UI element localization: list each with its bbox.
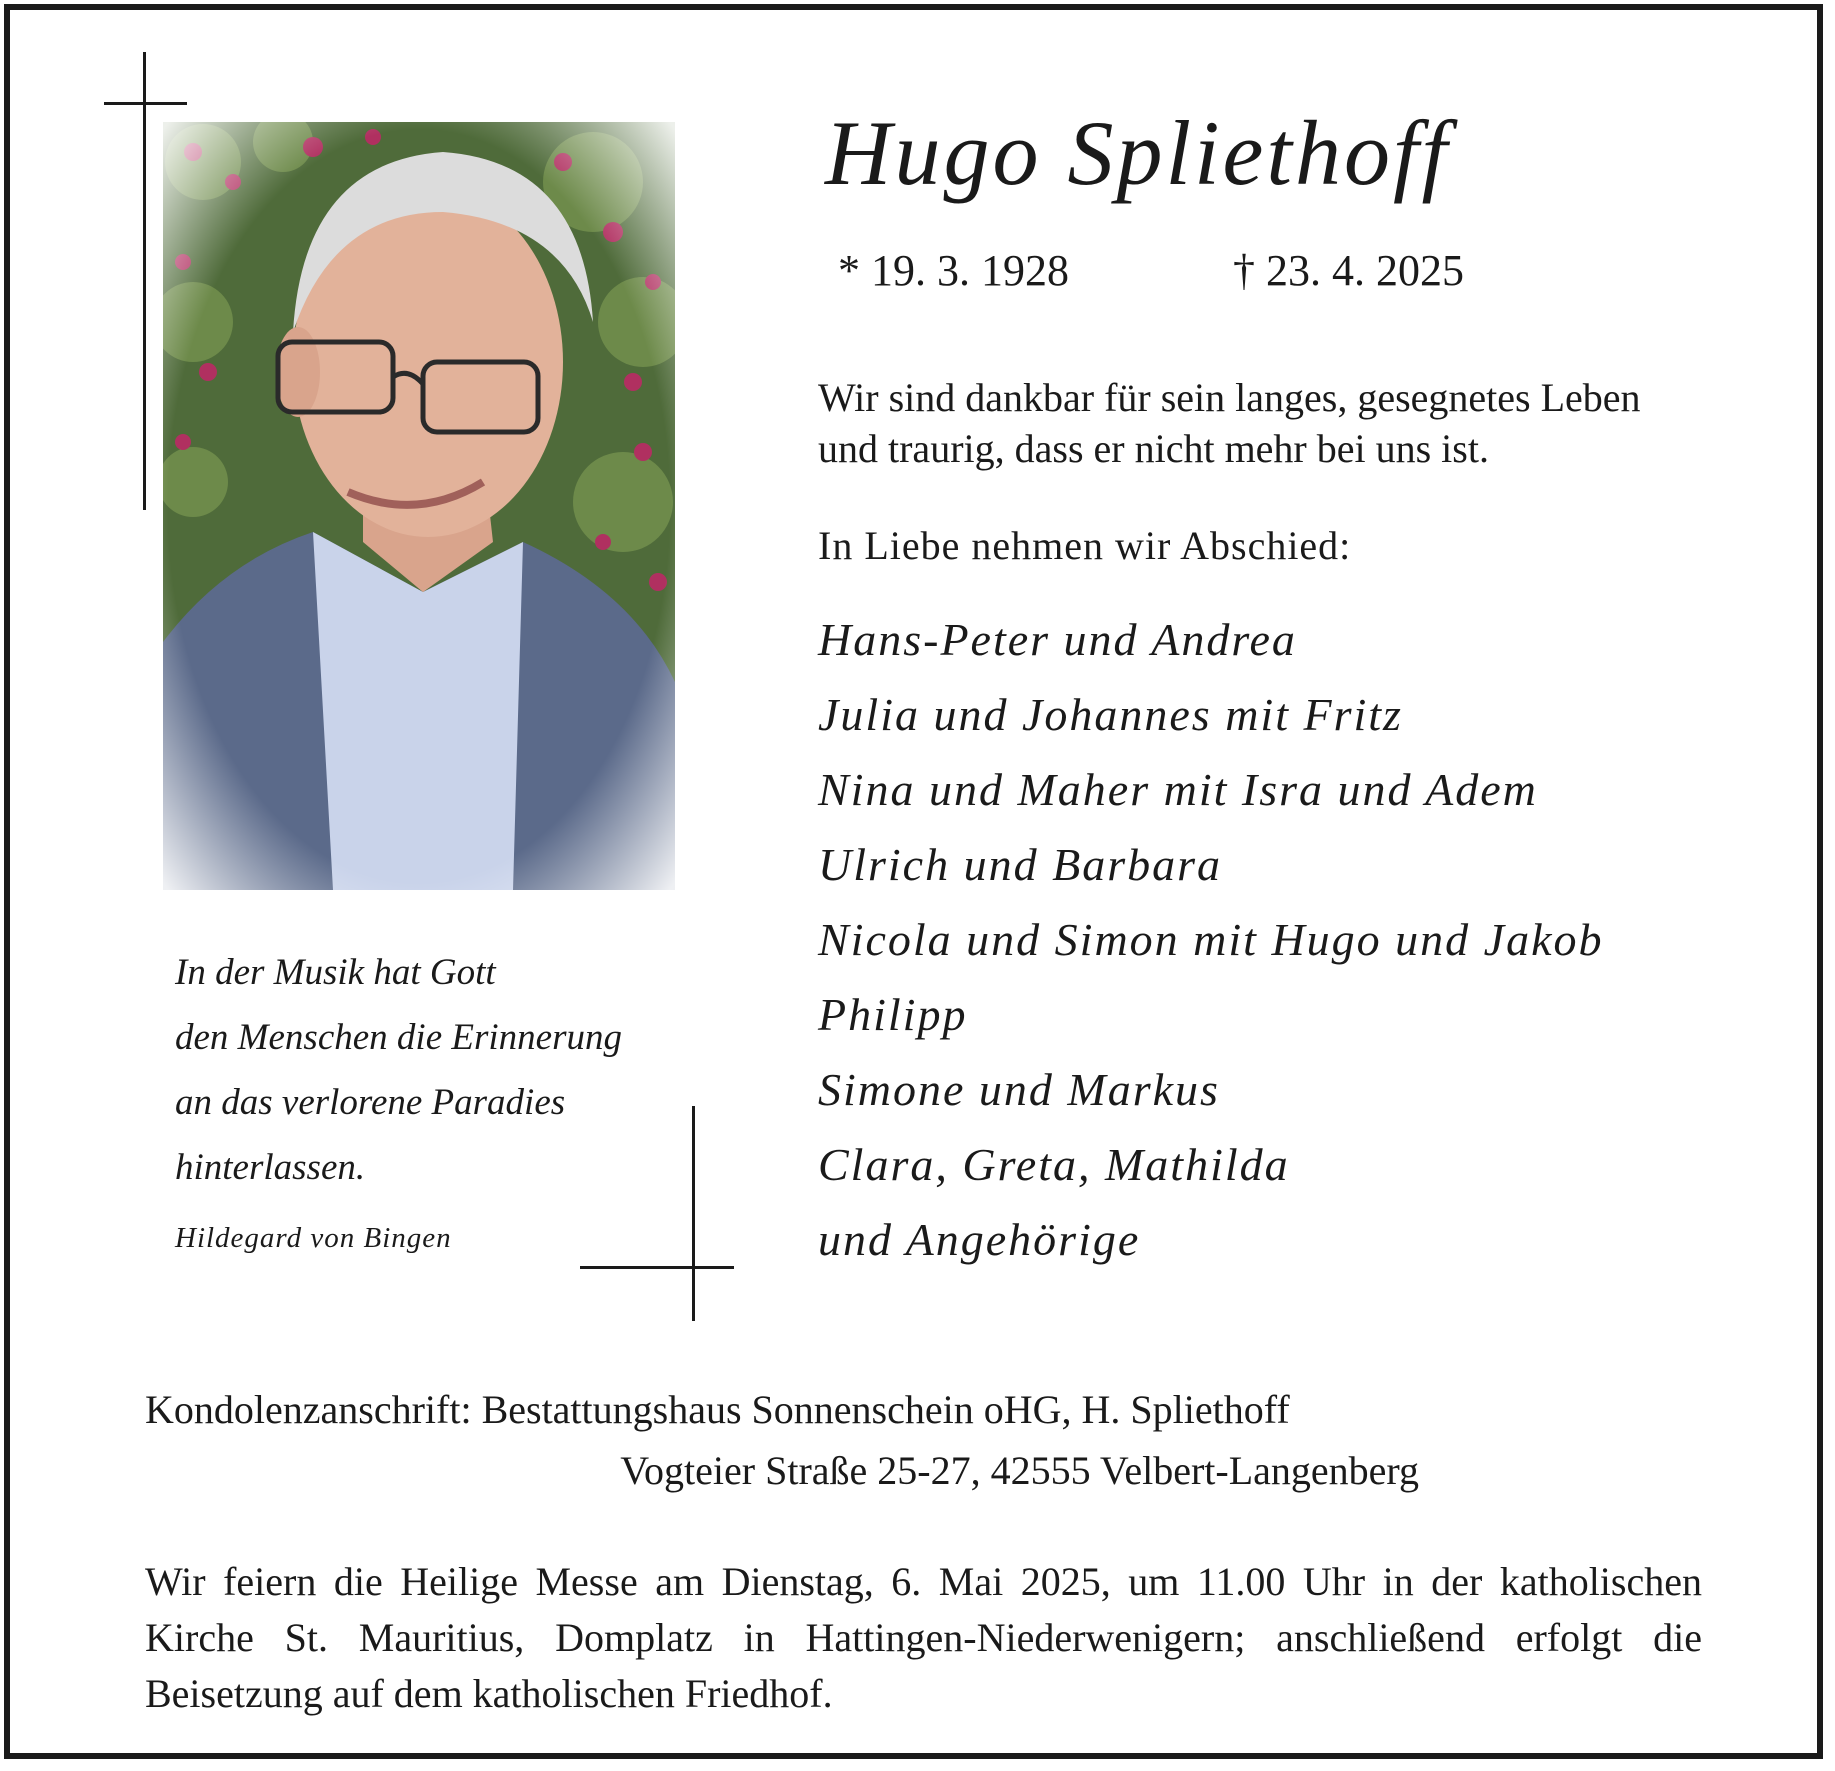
condolence-street: Vogteier Straße 25-27, 42555 Velbert-Langenberg xyxy=(620,1448,1419,1493)
deceased-name: Hugo Spliethoff xyxy=(825,102,1451,204)
quote-line: den Menschen die Erinnerung xyxy=(175,1017,622,1058)
mourner-entry: Julia und Johannes mit Fritz xyxy=(818,689,1403,740)
quote xyxy=(175,940,695,1200)
quote-line: an das verlorene Paradies xyxy=(175,1082,566,1123)
quote-author: Hildegard von Bingen xyxy=(175,1222,452,1254)
mourner-entry: Nina und Maher mit Isra und Adem xyxy=(818,764,1538,815)
death-date: † 23. 4. 2025 xyxy=(1233,246,1464,295)
mourners-list xyxy=(818,602,1604,1277)
mourner-entry: Simone und Markus xyxy=(818,1064,1220,1115)
cross-bottom-horizontal xyxy=(580,1266,734,1269)
farewell-heading: In Liebe nehmen wir Abschied: xyxy=(818,523,1352,568)
mourner-entry: Clara, Greta, Mathilda xyxy=(818,1139,1290,1190)
cross-top-left-vertical xyxy=(143,52,146,510)
mourner-entry: und Angehörige xyxy=(818,1214,1141,1265)
gratitude-text xyxy=(818,372,1758,474)
birth-date: * 19. 3. 1928 xyxy=(838,246,1069,295)
condolence-address: Kondolenzanschrift: Bestattungshaus Sonnenschein oHG, H. Spliethoff xyxy=(145,1387,1290,1432)
cross-top-left-horizontal xyxy=(104,102,187,105)
gratitude-line: und traurig, dass er nicht mehr bei uns ist. xyxy=(818,426,1489,471)
mourner-entry: Hans-Peter und Andrea xyxy=(818,614,1297,665)
quote-line: hinterlassen. xyxy=(175,1147,366,1188)
mourner-entry: Ulrich und Barbara xyxy=(818,839,1222,890)
mourner-entry: Philipp xyxy=(818,989,968,1040)
mourner-entry: Nicola und Simon mit Hugo und Jakob xyxy=(818,914,1604,965)
gratitude-line: Wir sind dankbar für sein langes, gesegnetes Leben xyxy=(818,375,1641,420)
quote-line: In der Musik hat Gott xyxy=(175,952,496,993)
service-info: Wir feiern die Heilige Messe am Dienstag, 6. Mai 2025, um 11.00 Uhr in der katholischen Kirche St. Mauritius, Domplatz in Hattingen-Niederwenigern; anschließend erfolgt die Beisetzung auf dem katholischen Friedhof. xyxy=(145,1559,1702,1716)
portrait-photo xyxy=(163,122,675,890)
